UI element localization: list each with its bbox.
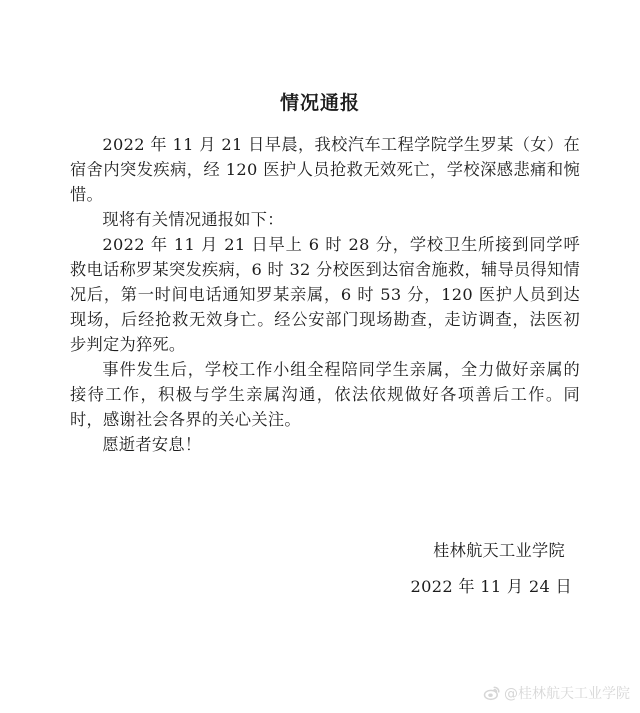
notice-body: [70, 132, 580, 457]
notice-paragraph-5: 愿逝者安息！: [102, 435, 202, 454]
signature-date: 2022 年 11 月 24 日: [410, 577, 572, 596]
weibo-icon: [483, 684, 501, 702]
notice-paragraph-2: 现将有关情况通报如下：: [102, 210, 284, 229]
notice-paragraph-1: 2022 年 11 月 21 日早晨，我校汽车工程学院学生罗某（女）在宿舍内突发疾病，经 120 医护人员抢救无效死亡，学校深感悲痛和惋惜。: [70, 135, 580, 204]
notice-paragraph-4: 事件发生后，学校工作小组全程陪同学生亲属，全力做好亲属的接待工作，积极与学生亲属沟通，依法依规做好各项善后工作。同时，感谢社会各界的关心关注。: [70, 360, 580, 429]
watermark: [483, 683, 630, 703]
notice-paragraph-3: 2022 年 11 月 21 日早上 6 时 28 分，学校卫生所接到同学呼救电话称罗某突发疾病，6 时 32 分校医到达宿舍施救，辅导员得知情况后，第一时间电话通知罗某亲属，6 时 53 分，120 医护人员到达现场，后经抢救无效身亡。经公安部门现场勘查，走访调查，法医初步判定为猝死。: [70, 235, 580, 354]
notice-title: 情况通报: [279, 92, 360, 114]
signature-organization: 桂林航天工业学院: [433, 541, 565, 560]
watermark-text: @桂林航天工业学院: [504, 686, 630, 702]
